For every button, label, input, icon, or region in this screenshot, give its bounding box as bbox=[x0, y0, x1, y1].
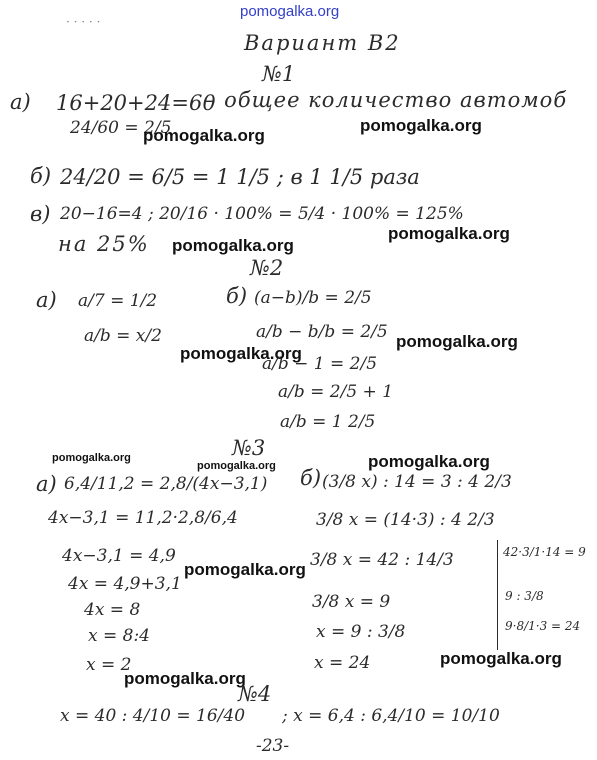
p3-b-line2: 3/8 x = (14·3) : 4 2/3 bbox=[316, 510, 495, 530]
p3-a-line2: 4x−3,1 = 11,2·2,8/6,4 bbox=[48, 508, 238, 528]
p1-c-label: в) bbox=[30, 202, 51, 226]
problem-2-heading: №2 bbox=[250, 256, 284, 280]
watermark: pomogalka.org bbox=[180, 344, 302, 363]
watermark-top: pomogalka.org bbox=[240, 3, 340, 20]
problem-1-heading: №1 bbox=[262, 62, 296, 86]
p3-side-line1: 42·3/1·14 = 9 bbox=[503, 545, 586, 559]
p2-b-line1: (a−b)/b = 2/5 bbox=[254, 288, 372, 308]
p3-b-line5: x = 9 : 3/8 bbox=[316, 622, 406, 642]
watermark: pomogalka.org bbox=[388, 224, 510, 243]
p1-c-answer: на 25% bbox=[58, 232, 150, 256]
p3-b-line3: 3/8 x = 42 : 14/3 bbox=[310, 550, 454, 570]
p2-b-label: б) bbox=[226, 284, 248, 308]
p2-a-label: а) bbox=[36, 288, 57, 312]
watermark: pomogalka.org bbox=[52, 452, 131, 464]
p3-b-label: б) bbox=[300, 466, 322, 490]
p1-a-fraction: 24/60 = 2/5 bbox=[70, 118, 172, 138]
p2-a-line2: a/b = x/2 bbox=[84, 326, 162, 346]
variant-heading: Вариант В2 bbox=[244, 31, 401, 55]
watermark: pomogalka.org bbox=[184, 560, 306, 579]
p1-b-label: б) bbox=[30, 164, 52, 188]
page-number: -23- bbox=[256, 736, 290, 756]
watermark: pomogalka.org bbox=[360, 116, 482, 135]
p2-b-line5: a/b = 1 2/5 bbox=[280, 412, 376, 432]
p1-a-sum: 16+20+24=60 bbox=[56, 91, 216, 115]
p3-a-line1: 6,4/11,2 = 2,8/(4x−3,1) bbox=[64, 474, 268, 494]
p2-b-line4: a/b = 2/5 + 1 bbox=[278, 382, 394, 402]
p3-a-label: а) bbox=[36, 472, 57, 496]
p3-a-line3: 4x−3,1 = 4,9 bbox=[62, 546, 176, 566]
p3-b-line1: (3/8 x) : 14 = 3 : 4 2/3 bbox=[322, 472, 512, 492]
watermark: pomogalka.org bbox=[396, 332, 518, 351]
problem-3-heading: №3 bbox=[232, 436, 266, 460]
p3-b-line4: 3/8 x = 9 bbox=[312, 592, 391, 612]
watermark: pomogalka.org bbox=[143, 126, 265, 145]
p1-c-expression: 20−16=4 ; 20/16 · 100% = 5/4 · 100% = 125% bbox=[60, 204, 464, 224]
p3-a-line6: x = 8:4 bbox=[88, 626, 150, 646]
p4-line2: ; x = 6,4 : 6,4/10 = 10/10 bbox=[282, 706, 500, 726]
p3-a-line4: 4x = 4,9+3,1 bbox=[68, 574, 182, 594]
p3-a-line5: 4x = 8 bbox=[84, 600, 141, 620]
watermark: pomogalka.org bbox=[440, 649, 562, 668]
p2-b-line3: a/b − 1 = 2/5 bbox=[262, 354, 378, 374]
top-scribble: · · · · · bbox=[66, 15, 101, 29]
p4-line1: x = 40 : 4/10 = 16/40 bbox=[60, 706, 246, 726]
p1-a-label: а) bbox=[10, 90, 31, 114]
p3-a-line7: x = 2 bbox=[86, 655, 132, 675]
p1-a-note: – общее количество автомоб bbox=[205, 88, 568, 112]
watermark: pomogalka.org bbox=[197, 460, 276, 472]
problem-4-heading: №4 bbox=[238, 682, 272, 706]
p2-b-line2: a/b − b/b = 2/5 bbox=[256, 322, 388, 342]
p2-a-line1: a/7 = 1/2 bbox=[78, 291, 158, 311]
p3-b-line6: x = 24 bbox=[314, 653, 371, 673]
watermark: pomogalka.org bbox=[124, 669, 246, 688]
watermark: pomogalka.org bbox=[172, 236, 294, 255]
side-calc-rule bbox=[497, 540, 498, 650]
p3-side-line2: 9 : 3/8 bbox=[505, 589, 544, 603]
watermark: pomogalka.org bbox=[368, 452, 490, 471]
p1-b-expression: 24/20 = 6/5 = 1 1/5 ; в 1 1/5 раза bbox=[60, 165, 420, 189]
p3-side-line3: 9·8/1·3 = 24 bbox=[505, 619, 581, 633]
